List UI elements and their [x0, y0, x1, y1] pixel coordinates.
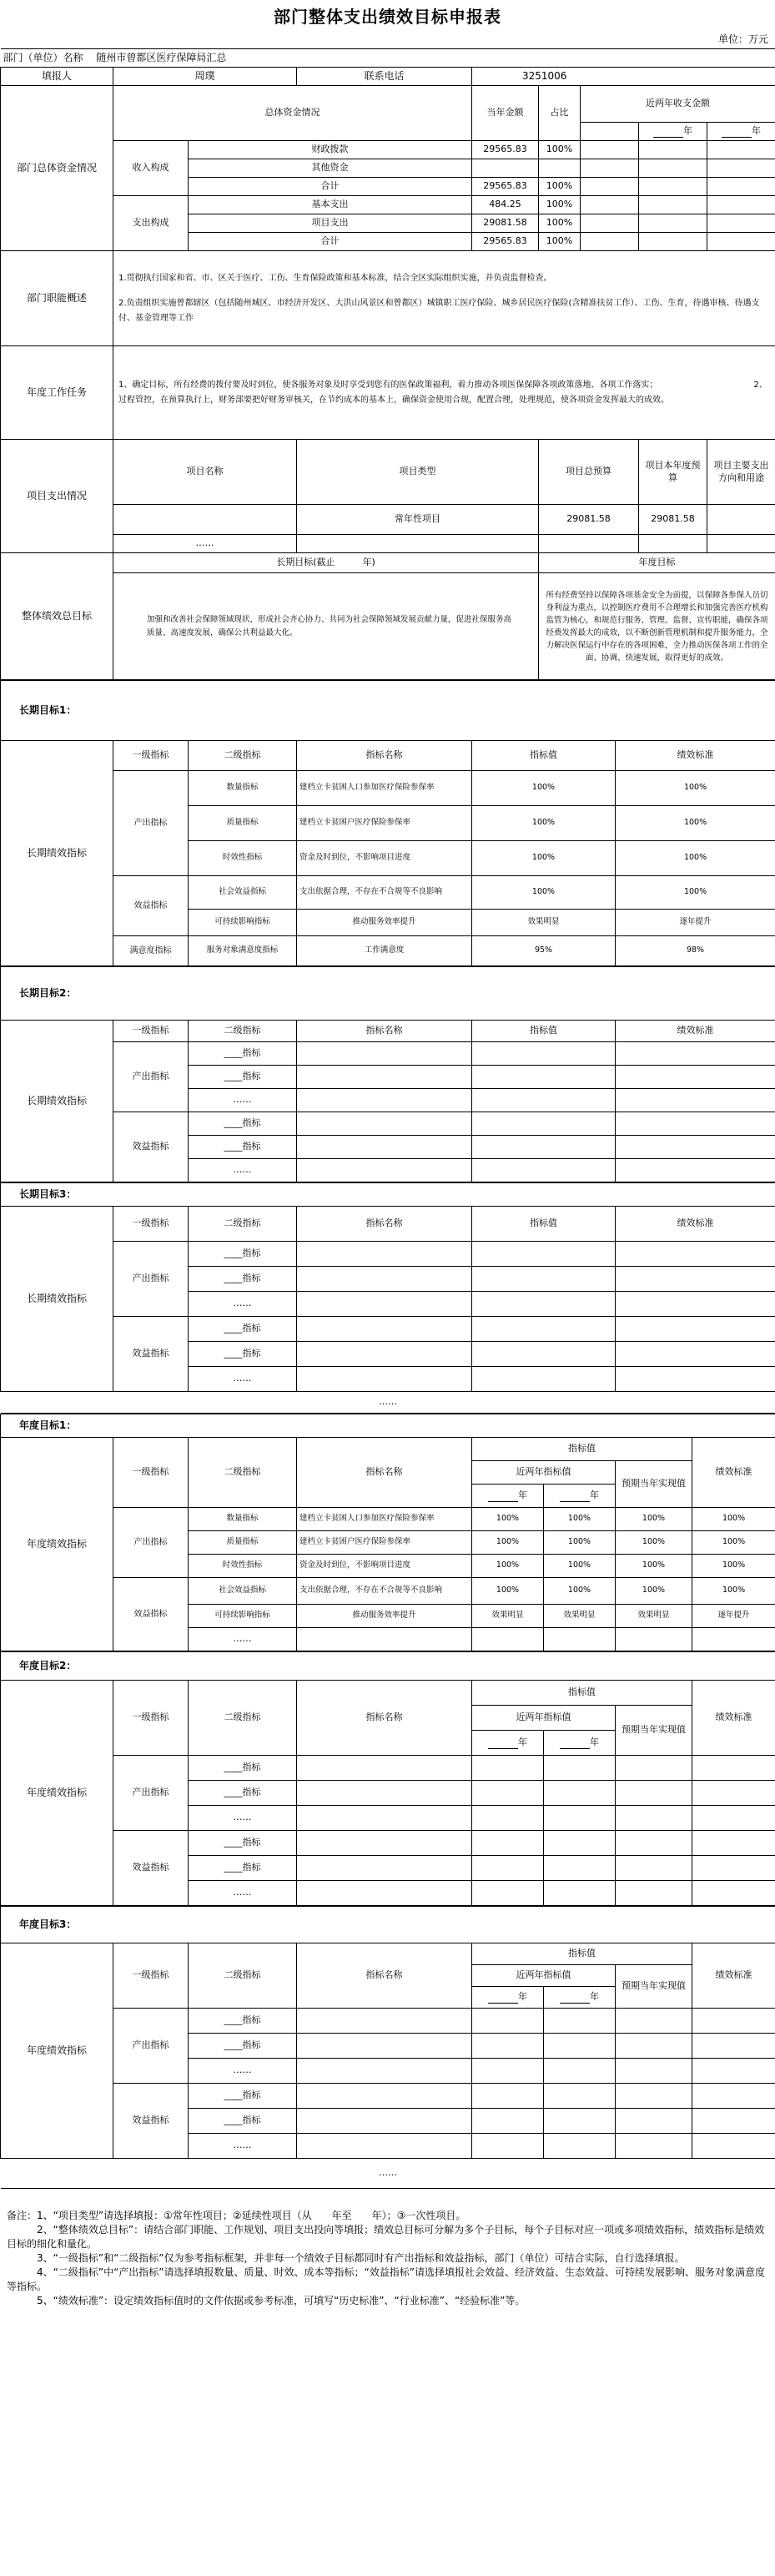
l2-blank: ____指标: [189, 2109, 297, 2134]
l2: 社会效益指标: [189, 876, 297, 910]
indicator: 资金及时到位，不影响项目进度: [297, 1555, 472, 1578]
h-level1: 一级指标: [113, 1681, 189, 1756]
h-indicator-value: 指标值: [472, 741, 616, 771]
income-row-ratio: 100%: [539, 178, 581, 196]
expected: 100%: [616, 1531, 692, 1555]
l2-dots: ……: [189, 1806, 297, 1831]
projects-h-total: 项目总预算: [539, 440, 639, 505]
income-row-amount: 29565.83: [472, 141, 539, 159]
l1-benefit: 效益指标: [113, 2084, 189, 2159]
funds-header-overall: 总体资金情况: [113, 86, 472, 141]
indicator: 建档立卡贫困人口参加医疗保险参保率: [297, 1508, 472, 1531]
functions-text: [113, 251, 775, 346]
project-row-type: 常年性项目: [297, 505, 539, 535]
note-1: 备注：1、“项目类型”请选择填报：①常年性项目；②延续性项目（从 年至 年）；③一次性项目。: [7, 2210, 466, 2221]
expense-label: 支出构成: [113, 196, 189, 251]
year-blank-1: 年: [472, 1485, 544, 1508]
expense-row-amount: 29565.83: [472, 233, 539, 251]
h-level1: 一级指标: [113, 1021, 189, 1042]
expense-row-ratio: 100%: [539, 196, 581, 214]
projects-h-type: 项目类型: [297, 440, 539, 505]
long-goal-1-table: [0, 680, 775, 966]
expense-row-name: 基本支出: [189, 196, 472, 214]
l1-satisfaction: 满意度指标: [113, 936, 189, 966]
income-row-name: 财政拨款: [189, 141, 472, 159]
indicator: 支出依据合理，不存在不合规等不良影响: [297, 1578, 472, 1605]
funds-header-ratio: 占比: [539, 86, 581, 141]
std: 98%: [616, 936, 775, 966]
functions-label: 部门职能概述: [1, 251, 113, 346]
l2-blank: ____指标: [189, 1781, 297, 1806]
expected: 100%: [616, 1555, 692, 1578]
overall-year-text: 所有经费坚持以保障各项基金安全为前提，以保障各参保人员切身利益为重点，以控制医疗费用不合理增长和加强完善医疗机构监管为核心，和规范行服务、管理、监督、宣传职能，确保各项经费发挥最大的成效，以不断创新管理机制和提升服务能力，全力解决医保运行中存在的各项困难，全力推动医保各项工作的全面、协调、快速发展，取得更好的成效。: [539, 573, 775, 680]
l2-dots: ……: [189, 1159, 297, 1182]
h-indicator-value: 指标值: [472, 1681, 692, 1706]
functions-p2: 2.负责组织实施曾都辖区（包括随州城区、市经济开发区、大洪山风景区和曾都区）城镇职工医疗保险、城乡居民医疗保险(含精准扶贫工作）、工伤、生育，待遇审核、待遇支付、基金管理等工作: [118, 298, 760, 323]
h-expected: 预期当年实现值: [616, 1706, 692, 1756]
tasks-text: 1、确定目标，所有经费的拨付要及时到位，使各服务对象及时享受到您有的医保政策福利，着力推动各项医保保障各项政策落地、各项工作落实； 2、过程管控，在预算执行上，财务部要把好财务审核关，在节约成本的基本上，确保资金使用合规，配置合理，处理规范，使各项资金发挥最大的成效。: [113, 346, 775, 440]
project-row-name: [113, 505, 297, 535]
long-goal-2-table: [0, 966, 775, 1182]
v1: 100%: [472, 1555, 544, 1578]
h-performance-std: 绩效标准: [616, 1021, 775, 1042]
year-perf-label: 年度绩效指标: [1, 1681, 113, 1906]
year-goal-2-title: 年度目标2：: [1, 1652, 775, 1681]
h-level2: 二级指标: [189, 1021, 297, 1042]
income-label: 收入构成: [113, 141, 189, 196]
h-level2: 二级指标: [189, 1207, 297, 1242]
l2: 质量指标: [189, 806, 297, 841]
l2: 可持续影响指标: [189, 910, 297, 936]
v2: 100%: [544, 1531, 616, 1555]
overall-goal-label: 整体绩效总目标: [1, 553, 113, 680]
income-row-amount: [472, 159, 539, 178]
h-expected: 预期当年实现值: [616, 1461, 692, 1508]
l2-blank: ____指标: [189, 2009, 297, 2034]
std: 100%: [616, 876, 775, 910]
year-goal-1-title: 年度目标1：: [1, 1414, 775, 1438]
l1-output: 产出指标: [113, 1756, 189, 1831]
income-row-name: 其他资金: [189, 159, 472, 178]
v2: 效果明显: [544, 1605, 616, 1628]
value: 效果明显: [472, 910, 616, 936]
l2: 服务对象满意度指标: [189, 936, 297, 966]
funds-year-2: 年: [707, 123, 775, 141]
l2-dots: ……: [189, 1628, 297, 1651]
v1: 效果明显: [472, 1605, 544, 1628]
l2-blank: ____指标: [189, 1317, 297, 1342]
income-row-amount: 29565.83: [472, 178, 539, 196]
h-expected: 预期当年实现值: [616, 1965, 692, 2009]
year-blank-1: 年: [472, 1987, 544, 2009]
v2: 100%: [544, 1578, 616, 1605]
value: 100%: [472, 806, 616, 841]
v1: 100%: [472, 1508, 544, 1531]
project-row-total: 29081.58: [539, 505, 639, 535]
std: 100%: [616, 841, 775, 876]
note-2: 2、“整体绩效总目标”：请结合部门职能、工作规划、项目支出投向等填报；绩效总目标可分解为多个子目标，每个子目标对应一项或多项绩效指标，绩效指标是绩效目标的细化和量化。: [7, 2224, 765, 2250]
funds-header-recent: 近两年收支金额: [581, 86, 775, 123]
h-performance-std: 绩效标准: [692, 1943, 775, 2009]
v1: 100%: [472, 1578, 544, 1605]
year-blank-2: 年: [544, 1987, 616, 2009]
year-blank-1: 年: [472, 1731, 544, 1756]
l1-benefit: 效益指标: [113, 1831, 189, 1906]
year-perf-label: 年度绩效指标: [1, 1943, 113, 2159]
expense-row-ratio: 100%: [539, 214, 581, 233]
std: 逐年提升: [692, 1605, 775, 1628]
long-goal-1-title: 长期目标1：: [1, 681, 775, 741]
l2-blank: ____指标: [189, 1342, 297, 1367]
h-indicator-name: 指标名称: [297, 1438, 472, 1508]
notes: [0, 2189, 775, 2311]
year-goal-3-table: [0, 1906, 775, 2189]
phone: 3251006: [472, 68, 775, 86]
h-recent-two: 近两年指标值: [472, 1706, 616, 1731]
l2-blank: ____指标: [189, 1756, 297, 1781]
h-level2: 二级指标: [189, 1943, 297, 2009]
main-table: [0, 48, 775, 680]
l2-blank: ____指标: [189, 1267, 297, 1292]
l2-blank: ____指标: [189, 1136, 297, 1159]
l2-dots: ……: [189, 2059, 297, 2084]
h-performance-std: 绩效标准: [616, 1207, 775, 1242]
h-level1: 一级指标: [113, 1207, 189, 1242]
note-3: 3、“一级指标”和“二级指标”仅为参考指标框架，并非每一个绩效子目标都同时有产出指标和效益指标，部门（单位）可结合实际，自行选择填报。: [7, 2252, 685, 2264]
expense-row-name: 合计: [189, 233, 472, 251]
funds-section-label: 部门总体资金情况: [1, 86, 113, 251]
h-level2: 二级指标: [189, 741, 297, 771]
overall-year-header: 年度目标: [539, 553, 775, 573]
year-goal-2-table: [0, 1651, 775, 1906]
l1-benefit: 效益指标: [113, 876, 189, 936]
long-goal-2-title: 长期目标2：: [1, 967, 775, 1021]
l2-dots: ……: [189, 1292, 297, 1317]
income-row-ratio: [539, 159, 581, 178]
h-performance-std: 绩效标准: [692, 1681, 775, 1756]
dept-name: 随州市曾都区医疗保障局汇总: [96, 51, 227, 63]
long-3-ellipsis: ……: [1, 1392, 775, 1414]
funds-header-amount: 当年金额: [472, 86, 539, 141]
l2-blank: ____指标: [189, 1042, 297, 1066]
funds-year-1: 年: [639, 123, 707, 141]
overall-long-header: 长期目标(截止 年): [113, 553, 539, 573]
v1: 100%: [472, 1531, 544, 1555]
overall-long-text: 加强和改善社会保障领域现状，形成社会齐心协力、共同为社会保障领域发展贡献力量，促进社保服务高质量、高速度发展，确保公共利益最大化。: [113, 573, 539, 680]
expense-row-name: 项目支出: [189, 214, 472, 233]
h-indicator-name: 指标名称: [297, 1681, 472, 1756]
l1-output: 产出指标: [113, 1042, 189, 1112]
std: 逐年提升: [616, 910, 775, 936]
project-row-ellipsis: ……: [113, 535, 297, 553]
expected: 效果明显: [616, 1605, 692, 1628]
long-perf-label: 长期绩效指标: [1, 1021, 113, 1182]
expense-row-amount: 29081.58: [472, 214, 539, 233]
l2: 社会效益指标: [189, 1578, 297, 1605]
income-row-ratio: 100%: [539, 141, 581, 159]
h-recent-two: 近两年指标值: [472, 1965, 616, 1987]
project-row-year: 29081.58: [639, 505, 707, 535]
h-level1: 一级指标: [113, 741, 189, 771]
l2-blank: ____指标: [189, 1856, 297, 1881]
projects-h-year: 项目本年度预算: [639, 440, 707, 505]
filler-label: 填报人: [1, 68, 113, 86]
h-level2: 二级指标: [189, 1681, 297, 1756]
long-perf-label: 长期绩效指标: [1, 741, 113, 966]
indicator: 工作满意度: [297, 936, 472, 966]
l2-blank: ____指标: [189, 2084, 297, 2109]
indicator: 推动服务效率提升: [297, 1605, 472, 1628]
h-indicator-value: 指标值: [472, 1943, 692, 1965]
year-perf-label: 年度绩效指标: [1, 1438, 113, 1651]
std: 100%: [616, 806, 775, 841]
l2-dots: ……: [189, 1367, 297, 1392]
h-level2: 二级指标: [189, 1438, 297, 1508]
page-title: 部门整体支出绩效目标申报表: [274, 6, 501, 27]
value: 100%: [472, 771, 616, 806]
functions-p1: 1.贯彻执行国家和省、市、区关于医疗、工伤、生育保险政策和基本标准，结合全区实际组织实施，并负责监督检查。: [118, 273, 552, 283]
long-goal-3-title: 长期目标3：: [1, 1183, 775, 1207]
l2-blank: ____指标: [189, 2034, 297, 2059]
v2: 100%: [544, 1555, 616, 1578]
l2-blank: ____指标: [189, 1112, 297, 1136]
long-perf-label: 长期绩效指标: [1, 1207, 113, 1392]
note-5: 5、“绩效标准”：设定绩效指标值时的文件依据或参考标准，可填写“历史标准”、“行业标准”、“经验标准”等。: [7, 2295, 526, 2306]
dept-row: [1, 49, 775, 68]
h-indicator-value: 指标值: [472, 1438, 692, 1461]
note-4: 4、“二级指标”中“产出指标”请选择填报数量、质量、时效、成本等指标；“效益指标”请选择填报社会效益、经济效益、生态效益、可持续发展影响、服务对象满意度等指标。: [7, 2266, 765, 2292]
l2-dots: ……: [189, 1881, 297, 1906]
phone-label: 联系电话: [297, 68, 472, 86]
l2: 质量指标: [189, 1531, 297, 1555]
dept-label: 部门（单位）名称: [3, 51, 83, 63]
expense-row-ratio: 100%: [539, 233, 581, 251]
indicator: 建档立卡贫困人口参加医疗保险参保率: [297, 771, 472, 806]
year-goal-3-title: 年度目标3：: [1, 1907, 775, 1943]
indicator: 资金及时到位，不影响项目进度: [297, 841, 472, 876]
std: 100%: [692, 1508, 775, 1531]
indicator: 支出依据合理，不存在不合规等不良影响: [297, 876, 472, 910]
std: 100%: [692, 1555, 775, 1578]
indicator: 建档立卡贫困户医疗保险参保率: [297, 806, 472, 841]
l2-blank: ____指标: [189, 1066, 297, 1089]
indicator: 建档立卡贫困户医疗保险参保率: [297, 1531, 472, 1555]
l2-dots: ……: [189, 1089, 297, 1112]
l2: 时效性指标: [189, 1555, 297, 1578]
h-indicator-name: 指标名称: [297, 1943, 472, 2009]
l1-output: 产出指标: [113, 1508, 189, 1578]
expense-row-amount: 484.25: [472, 196, 539, 214]
h-indicator-value: 指标值: [472, 1207, 616, 1242]
l2-blank: ____指标: [189, 1831, 297, 1856]
l1-benefit: 效益指标: [113, 1317, 189, 1392]
std: 100%: [616, 771, 775, 806]
l2: 数量指标: [189, 771, 297, 806]
project-row-direction: [707, 505, 775, 535]
year-blank-2: 年: [544, 1485, 616, 1508]
h-level1: 一级指标: [113, 1438, 189, 1508]
value: 100%: [472, 841, 616, 876]
h-performance-std: 绩效标准: [616, 741, 775, 771]
h-indicator-name: 指标名称: [297, 741, 472, 771]
year-blank-2: 年: [544, 1731, 616, 1756]
v2: 100%: [544, 1508, 616, 1531]
tasks-label: 年度工作任务: [1, 346, 113, 440]
projects-h-direction: 项目主要支出方向和用途: [707, 440, 775, 505]
h-indicator-value: 指标值: [472, 1021, 616, 1042]
h-level1: 一级指标: [113, 1943, 189, 2009]
indicator: 推动服务效率提升: [297, 910, 472, 936]
funds-spacer: [581, 123, 639, 141]
l1-output: 产出指标: [113, 1242, 189, 1317]
expected: 100%: [616, 1578, 692, 1605]
l1-output: 产出指标: [113, 2009, 189, 2084]
l1-benefit: 效益指标: [113, 1578, 189, 1651]
l2: 数量指标: [189, 1508, 297, 1531]
l2-dots: ……: [189, 2134, 297, 2159]
l1-output: 产出指标: [113, 771, 189, 876]
expected: 100%: [616, 1508, 692, 1531]
l2-blank: ____指标: [189, 1242, 297, 1267]
year-goal-1-table: [0, 1414, 775, 1651]
h-indicator-name: 指标名称: [297, 1021, 472, 1042]
std: 100%: [692, 1578, 775, 1605]
year-3-ellipsis: ……: [1, 2159, 775, 2189]
projects-h-name: 项目名称: [113, 440, 297, 505]
l2: 可持续影响指标: [189, 1605, 297, 1628]
filler-name: 周璞: [113, 68, 297, 86]
projects-label: 项目支出情况: [1, 440, 113, 553]
value: 100%: [472, 876, 616, 910]
l2: 时效性指标: [189, 841, 297, 876]
h-recent-two: 近两年指标值: [472, 1461, 616, 1485]
h-indicator-name: 指标名称: [297, 1207, 472, 1242]
income-row-name: 合计: [189, 178, 472, 196]
value: 95%: [472, 936, 616, 966]
l1-benefit: 效益指标: [113, 1112, 189, 1182]
std: 100%: [692, 1531, 775, 1555]
unit-label: 单位：万元: [717, 33, 768, 45]
long-goal-3-table: [0, 1182, 775, 1414]
h-performance-std: 绩效标准: [692, 1438, 775, 1508]
